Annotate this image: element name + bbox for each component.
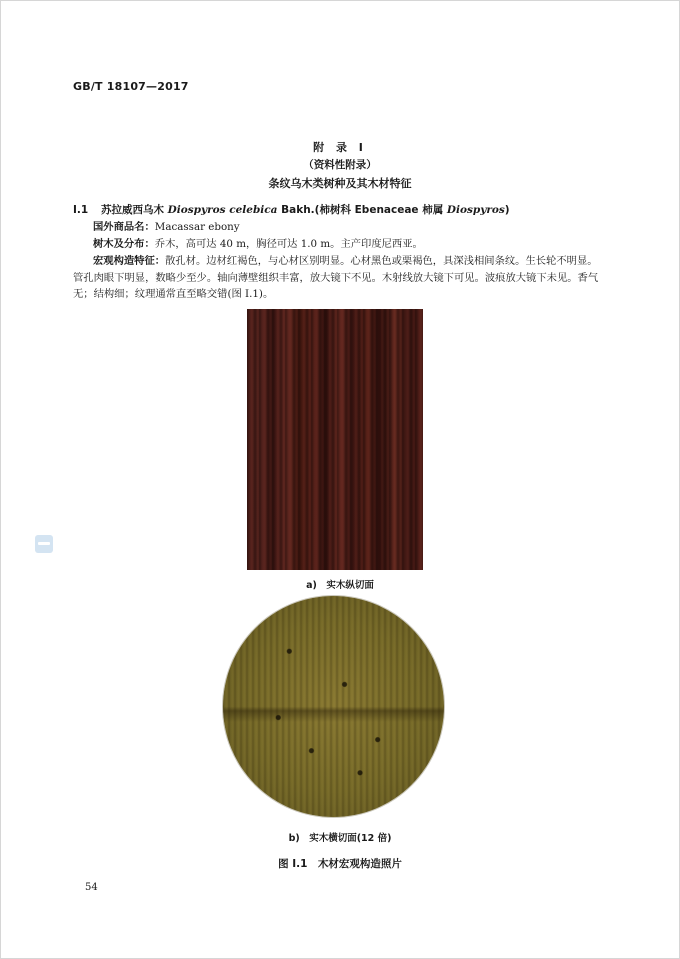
tree-distribution-label: 树木及分布： — [93, 238, 155, 250]
section-heading — [73, 202, 510, 217]
page-number: 54 — [85, 882, 98, 893]
macro-features-value: 散孔材。边材红褐色，与心材区别明显。心材黑色或栗褐色，具深浅相间条纹。生长轮不明显。管孔肉眼下明显，数略少至少。轴向薄壁组织丰富，放大镜下不见。木射线放大镜下可见。波痕放大镜下未见。香气无；结构细；纹理通常直至略交错(图 I.1)。 — [73, 255, 599, 300]
standard-number: GB/T 18107—2017 — [73, 80, 189, 93]
genus-name-latin: Diospyros — [446, 204, 505, 216]
appendix-heading: 条纹乌木类树种及其木材特征 — [268, 177, 412, 190]
trade-name-paragraph — [73, 219, 603, 236]
close-paren: ) — [504, 204, 510, 216]
appendix-title: 附 录 I — [313, 141, 367, 154]
trade-name-value: Macassar ebony — [154, 221, 240, 233]
section-number: I.1 — [73, 204, 89, 216]
caption-b: b) 实木横切面(12 倍) — [288, 833, 392, 844]
wood-cross-section-photo — [223, 596, 444, 817]
side-tab-icon[interactable] — [35, 535, 53, 553]
species-name-cn: 苏拉威西乌木 — [101, 204, 164, 216]
caption-a: a) 实木纵切面 — [306, 580, 374, 591]
macro-features-label: 宏观构造特征： — [93, 255, 166, 267]
species-name-latin: Diospyros celebica — [167, 204, 278, 216]
tree-distribution-paragraph — [73, 236, 603, 253]
tree-distribution-value: 乔木，高可达 40 m，胸径可达 1.0 m。主产印度尼西亚。 — [154, 238, 423, 250]
species-author-family: Bakh.(柿树科 Ebenaceae 柿属 — [281, 204, 444, 216]
wood-longitudinal-photo — [247, 309, 423, 570]
macro-features-paragraph — [73, 253, 603, 303]
figure-title: 图 I.1 木材宏观构造照片 — [278, 858, 402, 870]
trade-name-label: 国外商品名： — [93, 221, 155, 233]
appendix-subtitle: （资料性附录） — [303, 159, 377, 171]
